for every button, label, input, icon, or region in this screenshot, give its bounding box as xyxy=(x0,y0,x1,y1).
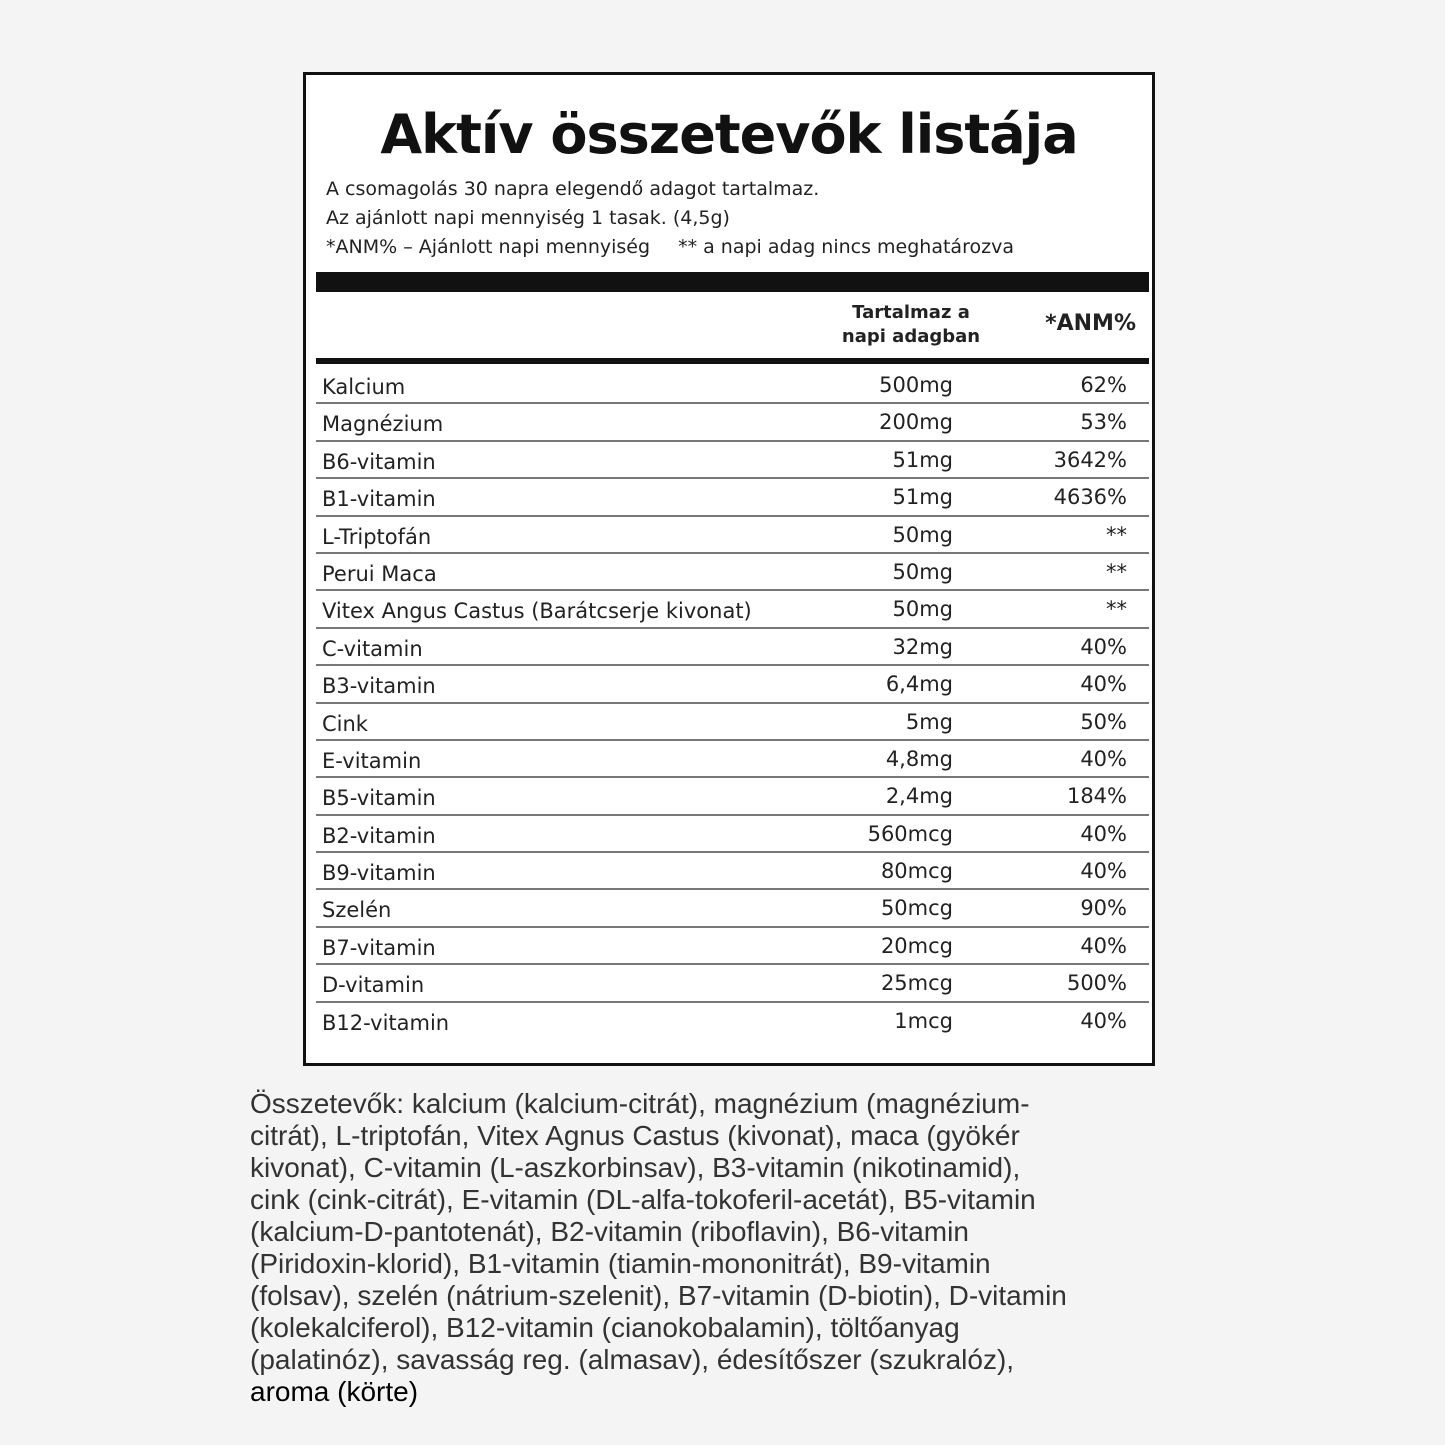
ingredient-amount: 50mg xyxy=(892,597,953,622)
ingredient-name: D-vitamin xyxy=(322,973,425,998)
table-row xyxy=(316,442,1149,479)
table-row xyxy=(316,965,1149,1002)
ingredient-anm: 40% xyxy=(1080,1008,1127,1033)
table-row xyxy=(316,554,1149,591)
anm-note: *ANM% – Ajánlott napi mennyiség xyxy=(326,236,651,258)
column-header-amount-line: napi adagban xyxy=(841,326,981,347)
ingredient-anm: 50% xyxy=(1080,709,1127,734)
intro-line: Az ajánlott napi mennyiség 1 tasak. (4,5g) xyxy=(326,207,730,229)
table-row xyxy=(316,890,1149,927)
ingredients-paragraph xyxy=(250,1088,1200,1408)
undefined-dose-note: ** a napi adag nincs meghatározva xyxy=(678,236,1014,258)
intro-line: A csomagolás 30 napra elegendő adagot tartalmaz. xyxy=(326,178,820,200)
ingredient-amount: 32mg xyxy=(892,634,953,659)
table-row xyxy=(316,816,1149,853)
table-row xyxy=(316,853,1149,890)
ingredient-anm: 53% xyxy=(1080,410,1127,435)
ingredient-anm: ** xyxy=(1106,597,1127,622)
ingredient-amount: 51mg xyxy=(892,485,953,510)
ingredient-anm: 4636% xyxy=(1053,485,1127,510)
ingredient-name: Magnézium xyxy=(322,412,444,437)
ingredients-line: aroma (körte) xyxy=(250,1376,419,1407)
ingredients-line: kivonat), C-vitamin (L-aszkorbinsav), B3-vitamin (nikotinamid), xyxy=(250,1152,1021,1183)
ingredient-amount: 51mg xyxy=(892,447,953,472)
ingredient-anm: 90% xyxy=(1080,896,1127,921)
ingredient-anm: 500% xyxy=(1066,971,1127,996)
table-row xyxy=(316,517,1149,554)
ingredient-amount: 25mcg xyxy=(880,971,953,996)
ingredient-amount: 200mg xyxy=(879,410,953,435)
table-row xyxy=(316,928,1149,965)
ingredient-amount: 560mcg xyxy=(867,821,953,846)
ingredient-anm: 40% xyxy=(1080,859,1127,884)
ingredient-name: C-vitamin xyxy=(322,636,423,661)
ingredient-name: Perui Maca xyxy=(322,561,437,586)
ingredient-anm: ** xyxy=(1106,559,1127,584)
ingredient-anm: 62% xyxy=(1080,373,1127,397)
table-row xyxy=(316,629,1149,666)
table-row xyxy=(316,666,1149,703)
ingredient-name: B12-vitamin xyxy=(322,1010,450,1035)
ingredients-line: cink (cink-citrát), E-vitamin (DL-alfa-tokoferil-acetát), B5-vitamin xyxy=(250,1184,1036,1215)
table-row xyxy=(316,1003,1149,1040)
ingredient-anm: 40% xyxy=(1080,634,1127,659)
ingredient-name: Kalcium xyxy=(322,375,406,399)
table-row xyxy=(316,704,1149,741)
ingredient-amount: 6,4mg xyxy=(885,672,953,697)
column-header-amount xyxy=(826,301,996,349)
ingredients-line: (palatinóz), savasság reg. (almasav), édesítőszer (szukralóz), xyxy=(250,1344,1015,1375)
ingredients-line: (Piridoxin-klorid), B1-vitamin (tiamin-mononitrát), B9-vitamin xyxy=(250,1248,991,1279)
label-title: Aktív összetevők listája xyxy=(380,103,1078,166)
ingredient-name: B6-vitamin xyxy=(322,449,436,474)
ingredient-amount: 5mg xyxy=(905,709,953,734)
ingredients-line: (kalcium-D-pantotenát), B2-vitamin (riboflavin), B6-vitamin xyxy=(250,1216,969,1247)
ingredient-amount: 20mcg xyxy=(880,933,953,958)
intro-notes xyxy=(326,233,1146,262)
ingredient-amount: 1mcg xyxy=(894,1008,953,1033)
ingredients-line: (folsav), szelén (nátrium-szelenit), B7-vitamin (D-biotin), D-vitamin xyxy=(250,1280,1067,1311)
ingredient-name: B5-vitamin xyxy=(322,786,436,811)
ingredient-amount: 2,4mg xyxy=(885,784,953,809)
ingredient-anm: 40% xyxy=(1080,933,1127,958)
ingredient-amount: 80mcg xyxy=(880,859,953,884)
ingredient-name: Vitex Angus Castus (Barátcserje kivonat) xyxy=(322,599,752,624)
ingredient-anm: 40% xyxy=(1080,821,1127,846)
table-row xyxy=(316,367,1149,404)
ingredient-anm: 184% xyxy=(1066,784,1127,809)
header-divider xyxy=(316,272,1149,292)
ingredients-line: (kolekalciferol), B12-vitamin (cianokobalamin), töltőanyag xyxy=(250,1312,960,1343)
table-row xyxy=(316,741,1149,778)
ingredient-name: Cink xyxy=(322,711,368,736)
ingredient-name: B2-vitamin xyxy=(322,823,436,848)
table-row xyxy=(316,778,1149,815)
ingredient-table xyxy=(316,367,1149,1040)
ingredient-name: B3-vitamin xyxy=(322,674,436,699)
ingredient-name: Szelén xyxy=(322,898,392,923)
ingredient-name: L-Triptofán xyxy=(322,524,432,549)
ingredient-anm: ** xyxy=(1106,522,1127,547)
nutrition-label xyxy=(303,72,1155,1066)
ingredients-line: Összetevők: kalcium (kalcium-citrát), magnézium (magnézium- xyxy=(250,1088,1030,1119)
ingredient-amount: 500mg xyxy=(879,373,953,397)
table-row xyxy=(316,404,1149,441)
ingredient-name: B9-vitamin xyxy=(322,861,436,886)
ingredient-anm: 3642% xyxy=(1053,447,1127,472)
ingredients-line: citrát), L-triptofán, Vitex Agnus Castus (kivonat), maca (gyökér xyxy=(250,1120,1020,1151)
table-divider xyxy=(316,358,1149,364)
table-row xyxy=(316,591,1149,628)
ingredient-anm: 40% xyxy=(1080,746,1127,771)
ingredient-amount: 50mg xyxy=(892,559,953,584)
ingredient-amount: 50mg xyxy=(892,522,953,547)
label-intro xyxy=(326,175,1146,262)
ingredient-name: B7-vitamin xyxy=(322,935,436,960)
ingredient-amount: 4,8mg xyxy=(885,746,953,771)
ingredient-amount: 50mcg xyxy=(880,896,953,921)
table-row xyxy=(316,479,1149,516)
ingredient-name: E-vitamin xyxy=(322,748,422,773)
ingredient-anm: 40% xyxy=(1080,672,1127,697)
ingredient-name: B1-vitamin xyxy=(322,487,436,512)
column-header-amount-line: Tartalmaz a xyxy=(852,302,970,323)
column-header-anm: *ANM% xyxy=(1045,311,1136,336)
